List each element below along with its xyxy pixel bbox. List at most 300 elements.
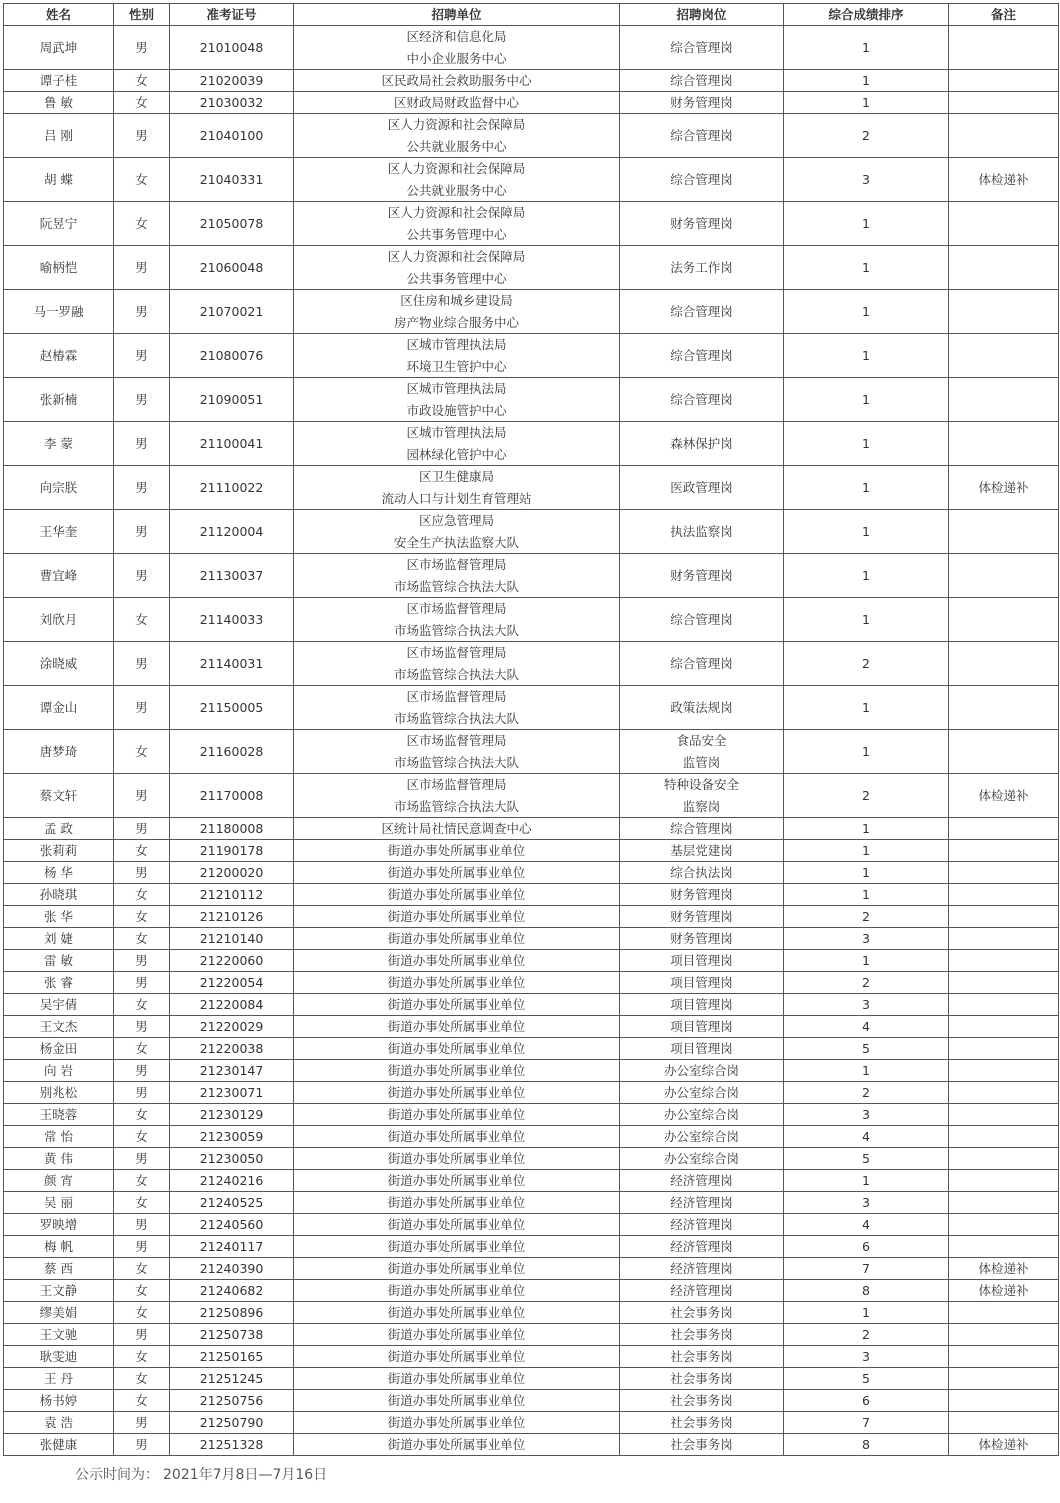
cell-name: 谭子桂 <box>4 70 114 92</box>
cell-exam-id: 21250738 <box>170 1324 294 1346</box>
cell-position-line: 执法监察岗 <box>670 523 733 539</box>
cell-position-line: 财务管理岗 <box>670 887 733 902</box>
table-header-row <box>4 4 1059 26</box>
cell-name: 李 蒙 <box>4 422 114 466</box>
cell-gender: 男 <box>114 246 170 290</box>
cell-unit-line: 街道办事处所属事业单位 <box>387 1327 526 1342</box>
cell-unit <box>294 158 620 202</box>
cell-position-line: 办公室综合岗 <box>663 1129 739 1144</box>
cell-note <box>949 378 1059 422</box>
cell-gender: 男 <box>114 1016 170 1038</box>
table-row <box>4 1324 1059 1346</box>
cell-exam-id: 21140031 <box>170 642 294 686</box>
table-row <box>4 1302 1059 1324</box>
cell-note <box>949 928 1059 950</box>
cell-exam-id: 21090051 <box>170 378 294 422</box>
cell-unit <box>294 1214 620 1236</box>
cell-gender: 男 <box>114 862 170 884</box>
cell-exam-id: 21240117 <box>170 1236 294 1258</box>
cell-position <box>620 1236 784 1258</box>
cell-position-line: 基层党建岗 <box>670 843 733 858</box>
cell-note <box>949 994 1059 1016</box>
cell-rank: 2 <box>784 906 949 928</box>
cell-note <box>949 972 1059 994</box>
cell-note <box>949 642 1059 686</box>
cell-exam-id: 21210140 <box>170 928 294 950</box>
cell-unit-line: 街道办事处所属事业单位 <box>387 887 526 902</box>
cell-unit-line: 街道办事处所属事业单位 <box>387 997 526 1012</box>
cell-rank: 1 <box>784 1170 949 1192</box>
cell-unit <box>294 774 620 818</box>
cell-note <box>949 862 1059 884</box>
table-row <box>4 334 1059 378</box>
cell-rank: 4 <box>784 1126 949 1148</box>
cell-exam-id: 21240525 <box>170 1192 294 1214</box>
cell-unit-line: 区市场监督管理局 <box>406 601 507 616</box>
cell-rank: 1 <box>784 466 949 510</box>
cell-gender: 女 <box>114 994 170 1016</box>
cell-position-line: 办公室综合岗 <box>663 1085 739 1100</box>
table-row <box>4 1148 1059 1170</box>
cell-name: 蔡文轩 <box>4 774 114 818</box>
cell-unit <box>294 1170 620 1192</box>
cell-position <box>620 1258 784 1280</box>
cell-unit <box>294 686 620 730</box>
cell-position-line: 办公室综合岗 <box>663 1063 739 1078</box>
cell-gender: 女 <box>114 1302 170 1324</box>
cell-position <box>620 466 784 510</box>
cell-position-line: 财务管理岗 <box>670 215 733 231</box>
cell-exam-id: 21100041 <box>170 422 294 466</box>
cell-exam-id: 21250165 <box>170 1346 294 1368</box>
cell-position <box>620 92 784 114</box>
cell-unit-line: 街道办事处所属事业单位 <box>387 1173 526 1188</box>
cell-unit <box>294 598 620 642</box>
cell-unit-line: 区市场监督管理局 <box>406 557 507 572</box>
cell-exam-id: 21220038 <box>170 1038 294 1060</box>
cell-rank: 6 <box>784 1390 949 1412</box>
cell-position-line: 社会事务岗 <box>670 1327 733 1342</box>
cell-position-line: 社会事务岗 <box>670 1437 733 1452</box>
cell-position-line: 政策法规岗 <box>670 699 733 715</box>
cell-exam-id: 21140033 <box>170 598 294 642</box>
cell-position <box>620 378 784 422</box>
cell-gender: 女 <box>114 598 170 642</box>
cell-position <box>620 202 784 246</box>
cell-gender: 女 <box>114 1170 170 1192</box>
cell-position <box>620 686 784 730</box>
cell-note <box>949 598 1059 642</box>
cell-note <box>949 906 1059 928</box>
cell-position-line: 综合管理岗 <box>670 391 733 407</box>
cell-note <box>949 1346 1059 1368</box>
cell-note <box>949 1302 1059 1324</box>
cell-unit <box>294 1302 620 1324</box>
cell-name: 赵椿霖 <box>4 334 114 378</box>
table-row <box>4 26 1059 70</box>
cell-name: 杨书婷 <box>4 1390 114 1412</box>
cell-gender: 女 <box>114 1280 170 1302</box>
cell-gender: 女 <box>114 1346 170 1368</box>
cell-exam-id: 21200020 <box>170 862 294 884</box>
publicity-dates: 2021年7月8日—7月16日 <box>163 1467 328 1483</box>
cell-position <box>620 26 784 70</box>
cell-exam-id: 21170008 <box>170 774 294 818</box>
cell-rank: 1 <box>784 884 949 906</box>
cell-rank: 1 <box>784 246 949 290</box>
cell-name: 王 丹 <box>4 1368 114 1390</box>
cell-position <box>620 818 784 840</box>
cell-unit <box>294 1280 620 1302</box>
cell-exam-id: 21150005 <box>170 686 294 730</box>
cell-note: 体检递补 <box>949 1434 1059 1456</box>
table-row <box>4 840 1059 862</box>
table-row <box>4 884 1059 906</box>
cell-position <box>620 972 784 994</box>
cell-unit-line: 区人力资源和社会保障局 <box>387 249 526 264</box>
cell-rank: 1 <box>784 730 949 774</box>
cell-unit <box>294 246 620 290</box>
cell-exam-id: 21180008 <box>170 818 294 840</box>
cell-name: 涂晓威 <box>4 642 114 686</box>
cell-gender: 男 <box>114 26 170 70</box>
cell-position <box>620 1434 784 1456</box>
cell-position <box>620 246 784 290</box>
cell-unit-line: 区市场监督管理局 <box>406 777 507 792</box>
cell-gender: 男 <box>114 774 170 818</box>
cell-note <box>949 202 1059 246</box>
cell-exam-id: 21110022 <box>170 466 294 510</box>
cell-rank: 7 <box>784 1258 949 1280</box>
cell-position-line: 办公室综合岗 <box>663 1107 739 1122</box>
cell-unit <box>294 1368 620 1390</box>
cell-position-line: 经济管理岗 <box>670 1261 733 1276</box>
cell-rank: 2 <box>784 114 949 158</box>
cell-position <box>620 928 784 950</box>
cell-unit-line: 区财政局财政监督中心 <box>393 95 519 110</box>
table-body <box>4 26 1059 1456</box>
cell-unit <box>294 1104 620 1126</box>
cell-exam-id: 21120004 <box>170 510 294 554</box>
cell-name: 曹宜峰 <box>4 554 114 598</box>
cell-unit <box>294 114 620 158</box>
table-row <box>4 1082 1059 1104</box>
cell-name: 刘欣月 <box>4 598 114 642</box>
cell-gender: 男 <box>114 466 170 510</box>
cell-position-line: 综合执法岗 <box>670 865 733 880</box>
cell-rank: 2 <box>784 972 949 994</box>
table-row <box>4 70 1059 92</box>
cell-note <box>949 1390 1059 1412</box>
cell-position-line: 经济管理岗 <box>670 1217 733 1232</box>
table-row <box>4 1412 1059 1434</box>
cell-unit-line: 市场监管综合执法大队 <box>393 798 519 814</box>
cell-name: 黄 伟 <box>4 1148 114 1170</box>
table-row <box>4 1060 1059 1082</box>
cell-unit-line: 区城市管理执法局 <box>406 425 507 440</box>
cell-position-line: 社会事务岗 <box>670 1393 733 1408</box>
cell-position-line: 项目管理岗 <box>670 975 733 990</box>
cell-position <box>620 994 784 1016</box>
cell-rank: 1 <box>784 554 949 598</box>
cell-unit <box>294 950 620 972</box>
cell-unit-line: 街道办事处所属事业单位 <box>387 1107 526 1122</box>
cell-unit-line: 市场监管综合执法大队 <box>393 754 519 770</box>
cell-exam-id: 21220054 <box>170 972 294 994</box>
cell-exam-id: 21230147 <box>170 1060 294 1082</box>
cell-gender: 男 <box>114 642 170 686</box>
cell-name: 耿雯迪 <box>4 1346 114 1368</box>
cell-position <box>620 1170 784 1192</box>
cell-exam-id: 21040331 <box>170 158 294 202</box>
cell-unit <box>294 26 620 70</box>
cell-note <box>949 290 1059 334</box>
cell-rank: 1 <box>784 818 949 840</box>
cell-gender: 男 <box>114 818 170 840</box>
cell-unit-line: 街道办事处所属事业单位 <box>387 1437 526 1452</box>
cell-position-line: 财务管理岗 <box>670 931 733 946</box>
cell-rank: 3 <box>784 1104 949 1126</box>
cell-name: 王华奎 <box>4 510 114 554</box>
cell-gender: 男 <box>114 114 170 158</box>
cell-name: 孙晓琪 <box>4 884 114 906</box>
cell-name: 袁 浩 <box>4 1412 114 1434</box>
cell-note <box>949 422 1059 466</box>
cell-unit <box>294 1016 620 1038</box>
cell-unit-line: 街道办事处所属事业单位 <box>387 1041 526 1056</box>
table-row <box>4 1170 1059 1192</box>
cell-rank: 1 <box>784 862 949 884</box>
cell-note <box>949 1192 1059 1214</box>
table-row <box>4 950 1059 972</box>
cell-unit-line: 流动人口与计划生育管理站 <box>381 490 532 506</box>
cell-position <box>620 906 784 928</box>
cell-name: 谭金山 <box>4 686 114 730</box>
cell-gender: 女 <box>114 202 170 246</box>
cell-unit-line: 街道办事处所属事业单位 <box>387 1129 526 1144</box>
cell-exam-id: 21220029 <box>170 1016 294 1038</box>
cell-position <box>620 1412 784 1434</box>
cell-unit-line: 市场监管综合执法大队 <box>393 622 519 638</box>
cell-exam-id: 21050078 <box>170 202 294 246</box>
cell-gender: 女 <box>114 840 170 862</box>
cell-exam-id: 21240682 <box>170 1280 294 1302</box>
cell-position-line: 项目管理岗 <box>670 997 733 1012</box>
table-row <box>4 1346 1059 1368</box>
cell-note: 体检递补 <box>949 466 1059 510</box>
cell-gender: 男 <box>114 290 170 334</box>
cell-unit <box>294 422 620 466</box>
cell-position <box>620 1126 784 1148</box>
cell-gender: 男 <box>114 334 170 378</box>
cell-note: 体检递补 <box>949 774 1059 818</box>
cell-unit-line: 区市场监督管理局 <box>406 645 507 660</box>
cell-position <box>620 290 784 334</box>
table-row <box>4 1390 1059 1412</box>
cell-position <box>620 1082 784 1104</box>
cell-exam-id: 21220084 <box>170 994 294 1016</box>
cell-unit <box>294 1412 620 1434</box>
cell-name: 王文驰 <box>4 1324 114 1346</box>
header-exam-id: 准考证号 <box>170 4 294 26</box>
cell-exam-id: 21251245 <box>170 1368 294 1390</box>
cell-note <box>949 1368 1059 1390</box>
cell-exam-id: 21230071 <box>170 1082 294 1104</box>
cell-position-line: 森林保护岗 <box>670 435 733 451</box>
cell-unit-line: 街道办事处所属事业单位 <box>387 931 526 946</box>
table-row <box>4 1280 1059 1302</box>
cell-position <box>620 1280 784 1302</box>
cell-rank: 1 <box>784 290 949 334</box>
cell-gender: 女 <box>114 1258 170 1280</box>
table-row <box>4 510 1059 554</box>
cell-name: 吕 刚 <box>4 114 114 158</box>
cell-unit-line: 房产物业综合服务中心 <box>393 314 519 330</box>
cell-position <box>620 554 784 598</box>
cell-unit <box>294 884 620 906</box>
cell-gender: 男 <box>114 686 170 730</box>
cell-gender: 男 <box>114 1214 170 1236</box>
cell-gender: 男 <box>114 972 170 994</box>
cell-position <box>620 1148 784 1170</box>
table-row <box>4 906 1059 928</box>
cell-name: 向宗朕 <box>4 466 114 510</box>
cell-unit <box>294 1192 620 1214</box>
cell-note <box>949 730 1059 774</box>
cell-gender: 女 <box>114 730 170 774</box>
table-row <box>4 1192 1059 1214</box>
cell-name: 张健康 <box>4 1434 114 1456</box>
cell-position <box>620 1302 784 1324</box>
cell-position <box>620 598 784 642</box>
cell-note <box>949 70 1059 92</box>
cell-position <box>620 1192 784 1214</box>
cell-unit-line: 区人力资源和社会保障局 <box>387 117 526 132</box>
cell-name: 张莉莉 <box>4 840 114 862</box>
cell-unit <box>294 1148 620 1170</box>
cell-rank: 1 <box>784 686 949 730</box>
cell-unit-line: 安全生产执法监察大队 <box>393 534 519 550</box>
cell-gender: 女 <box>114 906 170 928</box>
cell-gender: 男 <box>114 1412 170 1434</box>
publicity-label: 公示时间为： <box>75 1467 159 1483</box>
cell-unit <box>294 1434 620 1456</box>
cell-unit <box>294 642 620 686</box>
cell-unit <box>294 1324 620 1346</box>
cell-gender: 女 <box>114 1368 170 1390</box>
cell-exam-id: 21230129 <box>170 1104 294 1126</box>
cell-unit <box>294 1346 620 1368</box>
cell-name: 王晓蓉 <box>4 1104 114 1126</box>
cell-note <box>949 334 1059 378</box>
cell-name: 胡 蝶 <box>4 158 114 202</box>
cell-position-line: 财务管理岗 <box>670 95 733 110</box>
cell-position-line: 综合管理岗 <box>670 303 733 319</box>
cell-unit <box>294 378 620 422</box>
cell-unit <box>294 92 620 114</box>
cell-position <box>620 70 784 92</box>
cell-unit-line: 街道办事处所属事业单位 <box>387 1195 526 1210</box>
cell-unit-line: 区民政局社会救助服务中心 <box>381 73 532 88</box>
cell-gender: 男 <box>114 1434 170 1456</box>
table-row <box>4 378 1059 422</box>
cell-note <box>949 818 1059 840</box>
header-gender: 性别 <box>114 4 170 26</box>
cell-unit-line: 街道办事处所属事业单位 <box>387 843 526 858</box>
cell-exam-id: 21230050 <box>170 1148 294 1170</box>
cell-position-line: 经济管理岗 <box>670 1283 733 1298</box>
cell-unit-line: 区市场监督管理局 <box>406 733 507 748</box>
cell-position-line: 综合管理岗 <box>670 821 733 836</box>
cell-position-line: 社会事务岗 <box>670 1371 733 1386</box>
cell-rank: 1 <box>784 334 949 378</box>
cell-unit-line: 市政设施管护中心 <box>406 402 507 418</box>
cell-name: 罗映增 <box>4 1214 114 1236</box>
cell-note <box>949 1214 1059 1236</box>
cell-note <box>949 840 1059 862</box>
cell-rank: 2 <box>784 642 949 686</box>
cell-rank: 2 <box>784 774 949 818</box>
cell-rank: 1 <box>784 598 949 642</box>
cell-exam-id: 21020039 <box>170 70 294 92</box>
cell-note <box>949 1324 1059 1346</box>
cell-unit <box>294 972 620 994</box>
cell-rank: 7 <box>784 1412 949 1434</box>
cell-position <box>620 1104 784 1126</box>
cell-unit <box>294 730 620 774</box>
cell-gender: 男 <box>114 378 170 422</box>
cell-unit <box>294 1038 620 1060</box>
cell-gender: 女 <box>114 92 170 114</box>
cell-note <box>949 554 1059 598</box>
cell-unit-line: 街道办事处所属事业单位 <box>387 1371 526 1386</box>
cell-name: 孟 政 <box>4 818 114 840</box>
cell-position-line: 特种设备安全 <box>663 777 739 792</box>
header-rank: 综合成绩排序 <box>784 4 949 26</box>
cell-position <box>620 862 784 884</box>
cell-position <box>620 840 784 862</box>
cell-note <box>949 26 1059 70</box>
cell-position <box>620 730 784 774</box>
cell-rank: 1 <box>784 1060 949 1082</box>
cell-position-line: 医政管理岗 <box>670 479 733 495</box>
table-row <box>4 1104 1059 1126</box>
cell-unit-line: 街道办事处所属事业单位 <box>387 953 526 968</box>
table-row <box>4 818 1059 840</box>
cell-name: 王文静 <box>4 1280 114 1302</box>
cell-exam-id: 21250896 <box>170 1302 294 1324</box>
cell-unit <box>294 1258 620 1280</box>
cell-position-line: 社会事务岗 <box>670 1305 733 1320</box>
cell-position <box>620 510 784 554</box>
cell-name: 杨 华 <box>4 862 114 884</box>
cell-note <box>949 884 1059 906</box>
cell-name: 杨金田 <box>4 1038 114 1060</box>
cell-note <box>949 686 1059 730</box>
cell-position <box>620 774 784 818</box>
cell-rank: 5 <box>784 1148 949 1170</box>
cell-position <box>620 1016 784 1038</box>
cell-unit-line: 区应急管理局 <box>418 513 494 528</box>
cell-gender: 女 <box>114 1038 170 1060</box>
cell-position-line: 食品安全 <box>676 733 727 748</box>
cell-unit-line: 区城市管理执法局 <box>406 337 507 352</box>
cell-rank: 8 <box>784 1434 949 1456</box>
cell-note <box>949 1412 1059 1434</box>
cell-exam-id: 21250790 <box>170 1412 294 1434</box>
cell-unit-line: 中小企业服务中心 <box>406 50 507 66</box>
cell-unit-line: 区住房和城乡建设局 <box>400 293 513 308</box>
